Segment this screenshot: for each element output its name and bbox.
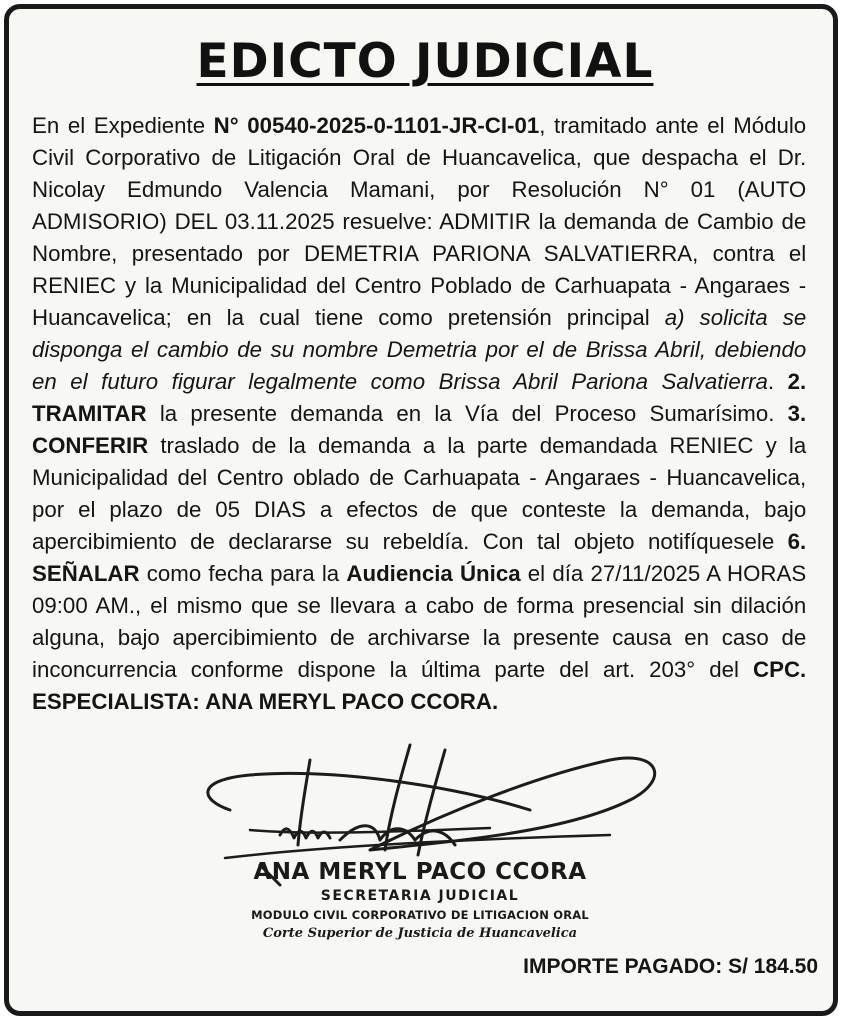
body-text-1: En el Expediente (32, 113, 214, 138)
payment-amount: IMPORTE PAGADO: S/ 184.50 (523, 955, 818, 978)
stamp-role: SECRETARIA JUDICIAL (320, 888, 520, 904)
stamp-name: ANA MERYL PACO CCORA (253, 859, 587, 885)
body-text-4: la presente demanda en la Vía del Proceso Sumarísimo. (146, 401, 788, 426)
pretension-text: a) solicita se disponga el cambio de su nombre Demetria por el de Brissa Abril, debiendo en el futuro figurar legalmente como Brissa Abril Pariona Salvatierra (32, 305, 807, 394)
body-text-7: el día 27/11/2025 A HORAS 09:00 AM., el mismo que se llevara a cabo de forma presencial sin dilación alguna, bajo apercibimiento de archivarse la presente causa en caso de inconcurrencia conforme dispone la última parte del art. 203° del (32, 561, 807, 682)
body-text-3: . (767, 369, 788, 394)
edict-title (0, 34, 850, 89)
item-tramitar: 2. TRAMITAR (32, 369, 807, 426)
item-senalar: 6. SEÑALAR (32, 529, 807, 586)
body-text-2: , tramitado ante el Módulo Civil Corporativo de Litigación Oral de Huancavelica, que despacha el Dr. Nicolay Edmundo Valencia Mamani, por Resolución N° 01 (AUTO ADMISORIO) DEL 03.11.2025 resuelve: ADMITIR la demanda de Cambio de Nombre, presentado por DEMETRIA PARIONA SALVATIERRA, contra el RENIEC y la Municipalidad del Centro Poblado de Carhuapata - Angaraes - Huancavelica; en la cual tiene como pretensión principal (32, 113, 807, 330)
edict-title-text: EDICTO JUDICIAL (196, 34, 654, 89)
edict-body (32, 110, 806, 718)
official-stamp (200, 858, 640, 944)
item-conferir: 3. CONFERIR (32, 401, 807, 458)
expediente-number: N° 00540-2025-0-1101-JR-CI-01 (213, 113, 540, 138)
stamp-module: MODULO CIVIL CORPORATIVO DE LITIGACION ORAL (251, 908, 589, 922)
stamp-court: Corte Superior de Justicia de Huancavelica (262, 926, 578, 941)
body-text-5: traslado de la demanda a la parte demandada RENIEC y la Municipalidad del Centro oblado de Carhuapata - Angaraes - Huancavelica, por el plazo de 05 DIAS a efectos de que conteste la demanda, bajo apercibimiento de declararse su rebeldía. Con tal objeto notifíquesele (32, 433, 807, 554)
body-text-6: como fecha para la (139, 561, 347, 586)
audiencia-label: Audiencia Única (346, 561, 521, 586)
closing-specialist: CPC. ESPECIALISTA: ANA MERYL PACO CCORA. (32, 657, 807, 714)
